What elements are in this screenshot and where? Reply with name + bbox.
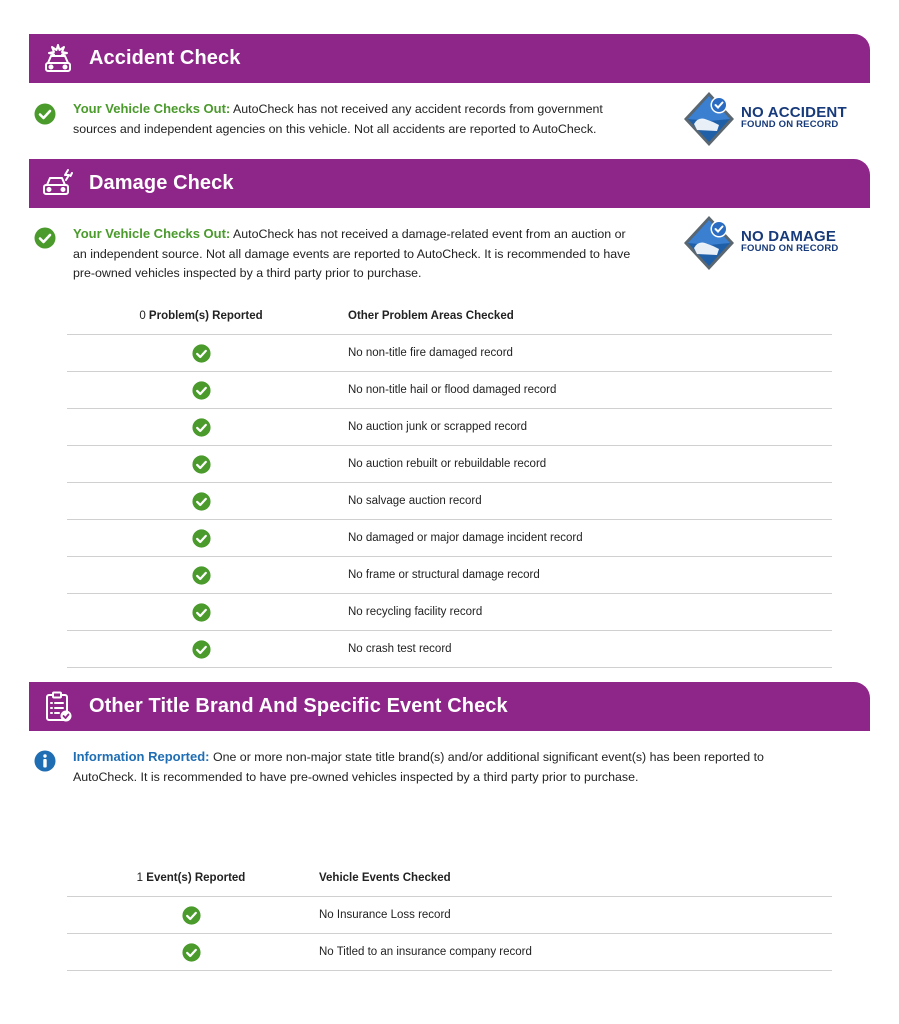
check-item-label: No crash test record: [348, 643, 452, 655]
section-title: Other Title Brand And Specific Event Check: [89, 695, 508, 717]
green-check-icon: [67, 446, 335, 482]
summary-text: AutoCheck. It is recommended to have pre-owned vehicles inspected by a third party prior to purchase.: [73, 769, 639, 784]
accident-check-header: [29, 34, 870, 83]
green-check-icon: [67, 483, 335, 519]
summary-text: an independent source. Not all damage events are reported to AutoCheck. It is recommended to have: [73, 246, 631, 261]
check-item-label: No Insurance Loss record: [319, 909, 451, 921]
no-damage-badge: [683, 215, 838, 271]
events-table: [67, 860, 832, 971]
event-rows: [67, 897, 832, 971]
green-check-icon: [34, 103, 56, 125]
green-check-icon: [67, 631, 335, 667]
damage-checks-table: [67, 298, 832, 668]
table-row: [67, 631, 832, 668]
green-check-icon: [67, 520, 335, 556]
summary-text: sources and independent agencies on this vehicle. Not all accidents are reported to AutoCheck.: [73, 121, 597, 136]
check-item-label: No non-title hail or flood damaged record: [348, 384, 557, 396]
damage-check-header: [29, 159, 870, 208]
check-item-label: No auction rebuilt or rebuildable record: [348, 458, 547, 470]
table-row: [67, 934, 832, 971]
car-crash-icon: [41, 42, 75, 76]
event-count: 1: [136, 872, 144, 884]
no-accident-badge: [683, 91, 847, 147]
green-check-icon: [67, 897, 315, 933]
shield-car-icon: [683, 91, 735, 147]
badge-subtitle: FOUND ON RECORD: [741, 119, 839, 130]
summary-text: One or more non-major state title brand(s) and/or additional significant event(s) has been reported to: [209, 750, 764, 764]
other-title-brand-header: [29, 682, 870, 731]
check-item-label: No frame or structural damage record: [348, 569, 540, 581]
badge-title: NO ACCIDENT: [741, 104, 847, 121]
table-row: [67, 557, 832, 594]
status-lead: Information Reported:: [73, 749, 210, 764]
check-item-label: No auction junk or scrapped record: [348, 421, 527, 433]
event-count-label: Event(s) Reported: [146, 872, 246, 884]
green-check-icon: [67, 557, 335, 593]
badge-title: NO DAMAGE: [741, 228, 837, 245]
table-header-row: [67, 298, 832, 335]
problem-count-header: [67, 298, 335, 334]
accident-summary: [73, 99, 673, 139]
summary-text: AutoCheck has not received a damage-related event from an auction or: [230, 227, 626, 241]
problem-count: 0: [139, 310, 146, 322]
damage-rows: [67, 335, 832, 668]
green-check-icon: [67, 594, 335, 630]
table-row: [67, 897, 832, 934]
shield-car-icon: [683, 215, 735, 271]
check-item-label: No salvage auction record: [348, 495, 482, 507]
table-row: [67, 594, 832, 631]
status-lead: Your Vehicle Checks Out:: [73, 226, 231, 241]
clipboard-check-icon: [41, 690, 75, 724]
problem-count-label: Problem(s) Reported: [148, 310, 263, 322]
check-item-label: No Titled to an insurance company record: [319, 946, 532, 958]
table-row: [67, 446, 832, 483]
check-item-label: No damaged or major damage incident record: [348, 532, 583, 544]
summary-text: pre-owned vehicles inspected by a third party prior to purchase.: [73, 266, 422, 280]
summary-text: AutoCheck has not received any accident records from government: [230, 102, 603, 116]
event-count-header: [67, 860, 315, 896]
green-check-icon: [34, 227, 56, 249]
green-check-icon: [67, 335, 335, 371]
table-row: [67, 520, 832, 557]
badge-subtitle: FOUND ON RECORD: [741, 243, 839, 254]
column-header: Vehicle Events Checked: [319, 872, 451, 884]
damaged-car-icon: [41, 167, 75, 201]
section-title: Accident Check: [89, 47, 241, 69]
info-icon: [34, 750, 56, 772]
green-check-icon: [67, 934, 315, 970]
green-check-icon: [67, 372, 335, 408]
section-title: Damage Check: [89, 172, 234, 194]
table-row: [67, 335, 832, 372]
other-summary: [73, 747, 863, 787]
column-header: Other Problem Areas Checked: [348, 310, 514, 322]
table-row: [67, 483, 832, 520]
check-item-label: No recycling facility record: [348, 606, 483, 618]
table-row: [67, 372, 832, 409]
check-item-label: No non-title fire damaged record: [348, 347, 513, 359]
table-row: [67, 409, 832, 446]
green-check-icon: [67, 409, 335, 445]
table-header-row: [67, 860, 832, 897]
status-lead: Your Vehicle Checks Out:: [73, 101, 231, 116]
damage-summary: [73, 224, 673, 284]
